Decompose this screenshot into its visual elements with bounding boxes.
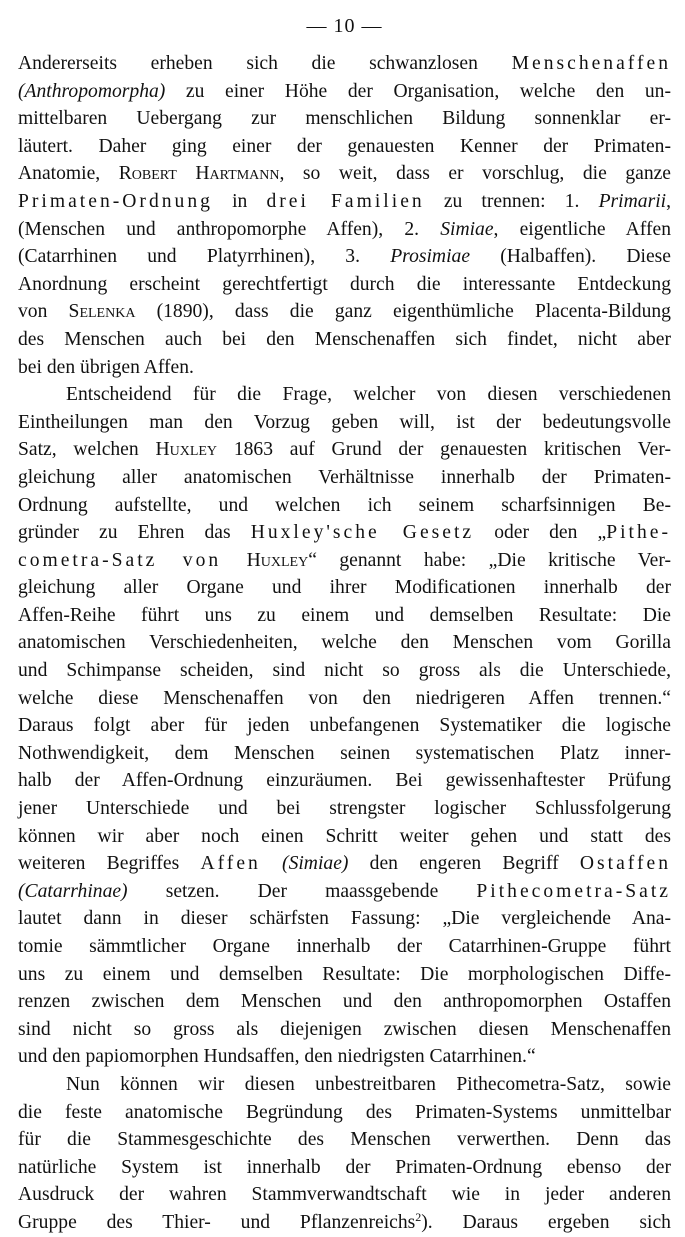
text-line — [18, 381, 671, 409]
text-segment: oder den „ — [474, 522, 607, 544]
text-segment: Ausdruck der wahren Stammverwandtschaft wie in jeder anderen — [18, 1184, 671, 1206]
text-segment: Primaten-Ordnung — [18, 190, 213, 212]
text-segment: (Anthropomorpha) — [18, 80, 166, 102]
text-segment: natürliche System ist innerhalb der Primaten-Ordnung ebenso der — [18, 1156, 671, 1178]
text-segment: welche diese Menschenaffen von den niedrigeren Affen trennen.“ — [18, 687, 671, 709]
text-line — [18, 216, 671, 244]
text-segment: (Catarrhinae) — [18, 880, 128, 902]
text-segment: Affen-Reihe führt uns zu einem und demselben Resultate: Die — [18, 604, 671, 626]
text-line — [18, 464, 671, 492]
text-segment: gleichung aller anatomischen Verhältnisse innerhalb der Primaten- — [18, 466, 671, 488]
text-segment: Prosimiae — [390, 246, 471, 268]
text-segment: tomie sämmtlicher Organe innerhalb der Catarrhinen-Gruppe führt — [18, 936, 671, 957]
text-line — [18, 133, 671, 161]
text-segment: jener Unterschiede und bei strengster logischer Schlussfolgerung — [18, 798, 671, 820]
text-segment: können wir aber noch einen Schritt weiter gehen und statt des — [18, 825, 671, 847]
text-segment: für die Stammesgeschichte des Menschen verwerthen. Denn das — [18, 1129, 671, 1151]
text-segment: uns zu einem und demselben Resultate: Die morphologischen Diffe- — [18, 963, 671, 985]
text-segment: und Schimpanse scheiden, sind nicht so gross als die Unterschiede, — [18, 660, 671, 682]
text-segment: den engeren Begriff — [348, 853, 580, 875]
text-line — [18, 1181, 671, 1209]
text-line — [18, 50, 671, 78]
body-text — [18, 50, 671, 1237]
text-segment: (1890), dass die ganz eigenthümliche Placenta-Bildung — [135, 301, 671, 323]
text-segment: von — [18, 301, 69, 323]
text-segment: Gruppe des Thier- und Pflanzenreichs — [18, 1211, 416, 1233]
text-line — [18, 712, 671, 740]
text-segment: , — [666, 190, 671, 212]
text-line — [18, 271, 671, 299]
text-line — [18, 574, 671, 602]
text-line — [18, 657, 671, 685]
text-segment: Huxley — [246, 549, 309, 571]
text-segment: , so weit, dass er vorschlug, die ganze — [279, 163, 672, 185]
text-line — [18, 492, 671, 520]
text-segment: Pithecometra-Satz — [476, 880, 671, 902]
text-segment: und den papiomorphen Hundsaffen, den niedrigsten Catarrhinen.“ — [18, 1046, 536, 1068]
text-segment: zu einer Höhe der Organisation, welche den un- — [165, 80, 671, 102]
text-line — [18, 685, 671, 713]
text-segment: setzen. Der maassgebende — [127, 880, 477, 902]
text-line — [18, 298, 671, 326]
page-number: — 10 — — [306, 15, 383, 37]
text-segment: cometra-Satz von — [18, 549, 247, 571]
text-line — [18, 436, 671, 464]
text-line — [18, 795, 671, 823]
text-segment: Satz, welchen — [18, 439, 156, 461]
text-line — [18, 988, 671, 1016]
text-segment: Entscheidend für die Frage, welcher von diesen verschiedenen — [66, 384, 671, 406]
text-line — [18, 243, 671, 271]
text-line — [18, 78, 671, 106]
text-segment: Menschenaffen — [511, 53, 671, 74]
text-segment: bei den übrigen Affen. — [18, 356, 194, 378]
text-line — [18, 1209, 671, 1237]
text-line — [18, 961, 671, 989]
text-segment: Affen — [200, 853, 261, 875]
text-segment: Robert Hartmann — [118, 163, 280, 185]
text-segment: (Menschen und anthropomorphe Affen), 2. — [18, 218, 441, 240]
text-segment: Ordnung aufstellte, und welchen ich seinem scharfsinnigen Be- — [18, 494, 671, 516]
text-line — [18, 547, 671, 575]
text-line — [18, 740, 671, 768]
text-segment: Simiae — [440, 218, 494, 240]
text-segment: drei Familien — [266, 190, 425, 212]
text-segment: renzen zwischen dem Menschen und den anthropomorphen Ostaffen — [18, 991, 671, 1013]
text-segment — [261, 853, 282, 874]
footnote-marker: 2 — [415, 1209, 422, 1224]
text-line — [18, 823, 671, 851]
text-line — [18, 878, 671, 906]
text-segment: 1863 auf Grund der genauesten kritischen Ver- — [217, 439, 671, 461]
text-segment: Eintheilungen man den Vorzug geben will, ist der bedeutungsvolle — [18, 411, 671, 433]
text-line — [18, 905, 671, 933]
text-segment: die feste anatomische Begründung des Primaten-Systems unmittelbar — [18, 1101, 671, 1123]
text-segment: Pithe- — [606, 522, 672, 544]
text-segment: gleichung aller Organe und ihrer Modificationen innerhalb der — [18, 577, 671, 599]
text-segment: Anatomie, — [18, 163, 119, 185]
text-segment: anatomischen Verschiedenheiten, welche den Menschen vom Gorilla — [18, 632, 671, 654]
text-line — [18, 1099, 671, 1127]
text-segment: läutert. Daher ging einer der genauesten Kenner der Primaten- — [18, 135, 671, 157]
text-segment: zu trennen: 1. — [424, 190, 599, 212]
text-line — [18, 850, 671, 878]
text-segment: mittelbaren Uebergang zur menschlichen Bildung sonnenklar er- — [18, 108, 671, 130]
text-segment: (Catarrhinen und Platyrrhinen), 3. — [18, 246, 391, 268]
text-line — [18, 629, 671, 657]
text-line — [18, 409, 671, 437]
text-segment: des Menschen auch bei den Menschenaffen sich findet, nicht aber — [18, 328, 671, 350]
text-segment: lautet dann in dieser schärfsten Fassung: „Die vergleichende Ana- — [18, 908, 671, 930]
text-segment: Primarii — [598, 190, 667, 212]
text-segment: Huxley — [155, 439, 218, 461]
text-segment: Huxley'sche Gesetz — [250, 522, 475, 544]
text-segment: in — [212, 190, 267, 212]
text-line — [18, 326, 671, 354]
text-segment: Nothwendigkeit, dem Menschen seinen systematischen Platz inner- — [18, 742, 671, 764]
text-segment: Anordnung erscheint gerechtfertigt durch die interessante Entdeckung — [18, 273, 671, 295]
text-segment: Ostaffen — [579, 853, 671, 875]
text-segment: ). Daraus ergeben sich — [421, 1211, 671, 1233]
text-line — [18, 767, 671, 795]
text-line — [18, 1154, 671, 1182]
text-line — [18, 105, 671, 133]
text-segment: Selenka — [68, 301, 136, 323]
text-line — [18, 1016, 671, 1044]
text-line — [18, 188, 671, 216]
text-line — [18, 1071, 671, 1099]
text-segment: Andererseits erheben sich die schwanzlosen — [18, 53, 512, 74]
text-segment: weiteren Begriffes — [18, 853, 201, 875]
text-segment: Daraus folgt aber für jeden unbefangenen Systematiker die logische — [18, 715, 671, 737]
text-segment: Nun können wir diesen unbestreitbaren Pithecometra-Satz, sowie — [66, 1073, 671, 1095]
text-line — [18, 933, 671, 961]
text-line — [18, 160, 671, 188]
text-segment: halb der Affen-Ordnung einzuräumen. Bei gewissenhaftester Prüfung — [18, 770, 671, 792]
text-line — [18, 519, 671, 547]
text-segment: sind nicht so gross als diejenigen zwischen diesen Menschenaffen — [18, 1018, 671, 1040]
text-line — [18, 1126, 671, 1154]
text-line — [18, 1043, 671, 1071]
text-line — [18, 602, 671, 630]
text-line — [18, 354, 671, 382]
text-segment: (Halbaffen). Diese — [470, 246, 671, 268]
text-segment: , eigentliche Affen — [493, 218, 671, 240]
text-segment: (Simiae) — [282, 853, 349, 875]
text-segment: gründer zu Ehren das — [18, 522, 251, 544]
text-segment: “ genannt habe: „Die kritische Ver- — [308, 549, 671, 571]
